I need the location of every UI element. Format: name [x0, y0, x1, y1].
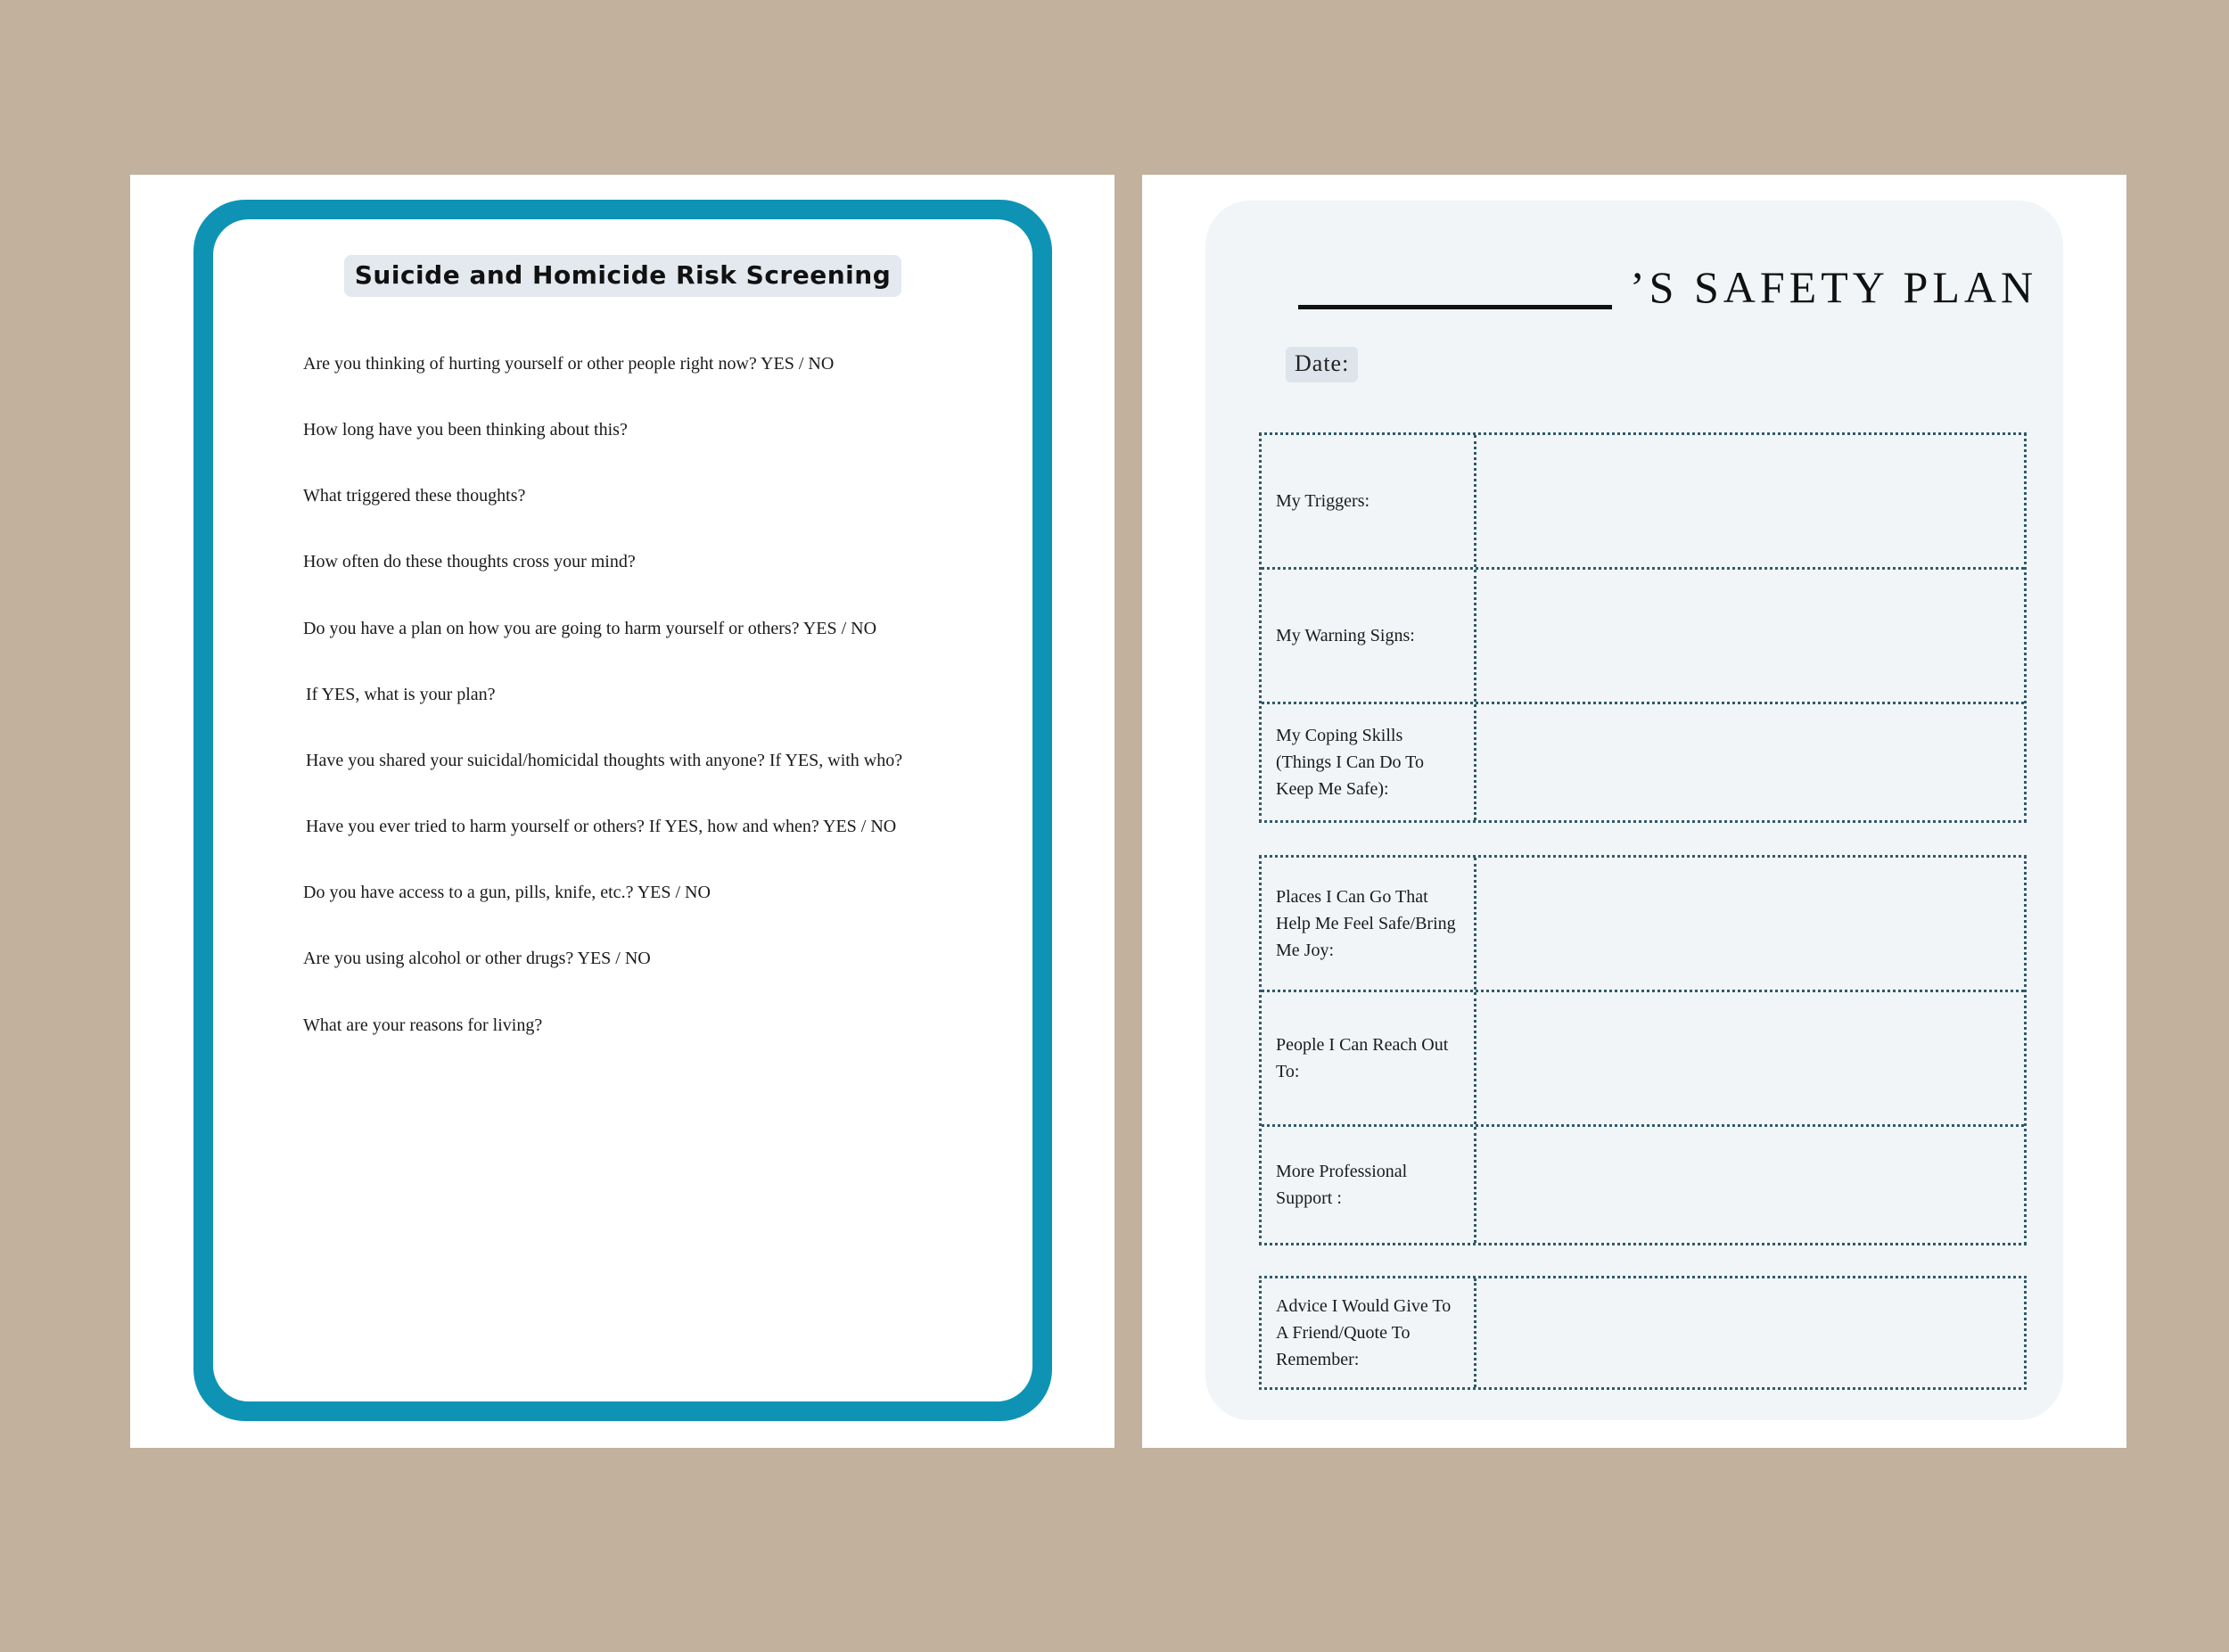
screening-frame — [193, 200, 1052, 1421]
plan-row-coping-skills — [1262, 704, 2024, 820]
places-field[interactable] — [1476, 858, 2024, 990]
plan-section-1 — [1259, 432, 2027, 823]
plan-row-advice — [1262, 1278, 2024, 1387]
triggers-label: My Triggers: — [1262, 435, 1476, 567]
question-4: How often do these thoughts cross your mind? — [303, 552, 636, 571]
triggers-field[interactable] — [1476, 435, 2024, 567]
question-1: Are you thinking of hurting yourself or other people right now? YES / NO — [303, 354, 835, 374]
plan-section-3 — [1259, 1276, 2027, 1390]
people-field[interactable] — [1476, 992, 2024, 1124]
plan-row-professional-support — [1262, 1127, 2024, 1243]
plan-row-places — [1262, 858, 2024, 992]
screening-card — [213, 219, 1032, 1401]
safety-plan-title: ’S SAFETY PLAN — [1630, 262, 2038, 312]
advice-label: Advice I Would Give To A Friend/Quote To Remember: — [1262, 1278, 1476, 1387]
places-label: Places I Can Go That Help Me Feel Safe/Bring Me Joy: — [1262, 858, 1476, 990]
people-label: People I Can Reach Out To: — [1262, 992, 1476, 1124]
question-2: How long have you been thinking about this? — [303, 420, 628, 440]
coping-skills-field[interactable] — [1476, 704, 2024, 820]
plan-row-people — [1262, 992, 2024, 1127]
professional-support-label: More Professional Support : — [1262, 1127, 1476, 1243]
professional-support-field[interactable] — [1476, 1127, 2024, 1243]
safety-plan-page — [1142, 175, 2126, 1448]
plan-row-triggers — [1262, 435, 2024, 570]
plan-row-warning-signs — [1262, 570, 2024, 704]
safety-plan-card — [1205, 201, 2063, 1420]
screening-title — [213, 255, 1032, 297]
question-11: What are your reasons for living? — [303, 1015, 543, 1035]
advice-field[interactable] — [1476, 1278, 2024, 1387]
question-10: Are you using alcohol or other drugs? YES / NO — [303, 949, 651, 968]
question-6: If YES, what is your plan? — [306, 685, 496, 704]
screening-title-text: Suicide and Homicide Risk Screening — [344, 255, 901, 297]
question-9: Do you have access to a gun, pills, knife, etc.? YES / NO — [303, 883, 711, 902]
name-blank-line[interactable] — [1298, 305, 1612, 309]
coping-skills-label: My Coping Skills (Things I Can Do To Keep Me Safe): — [1262, 704, 1476, 820]
warning-signs-label: My Warning Signs: — [1262, 570, 1476, 702]
question-8: Have you ever tried to harm yourself or others? If YES, how and when? YES / NO — [306, 817, 897, 836]
screening-page — [130, 175, 1114, 1448]
question-7: Have you shared your suicidal/homicidal thoughts with anyone? If YES, with who? — [306, 751, 903, 770]
plan-section-2 — [1259, 855, 2027, 1245]
date-label: Date: — [1286, 347, 1358, 382]
question-5: Do you have a plan on how you are going to harm yourself or others? YES / NO — [303, 619, 877, 638]
question-3: What triggered these thoughts? — [303, 486, 526, 505]
warning-signs-field[interactable] — [1476, 570, 2024, 702]
